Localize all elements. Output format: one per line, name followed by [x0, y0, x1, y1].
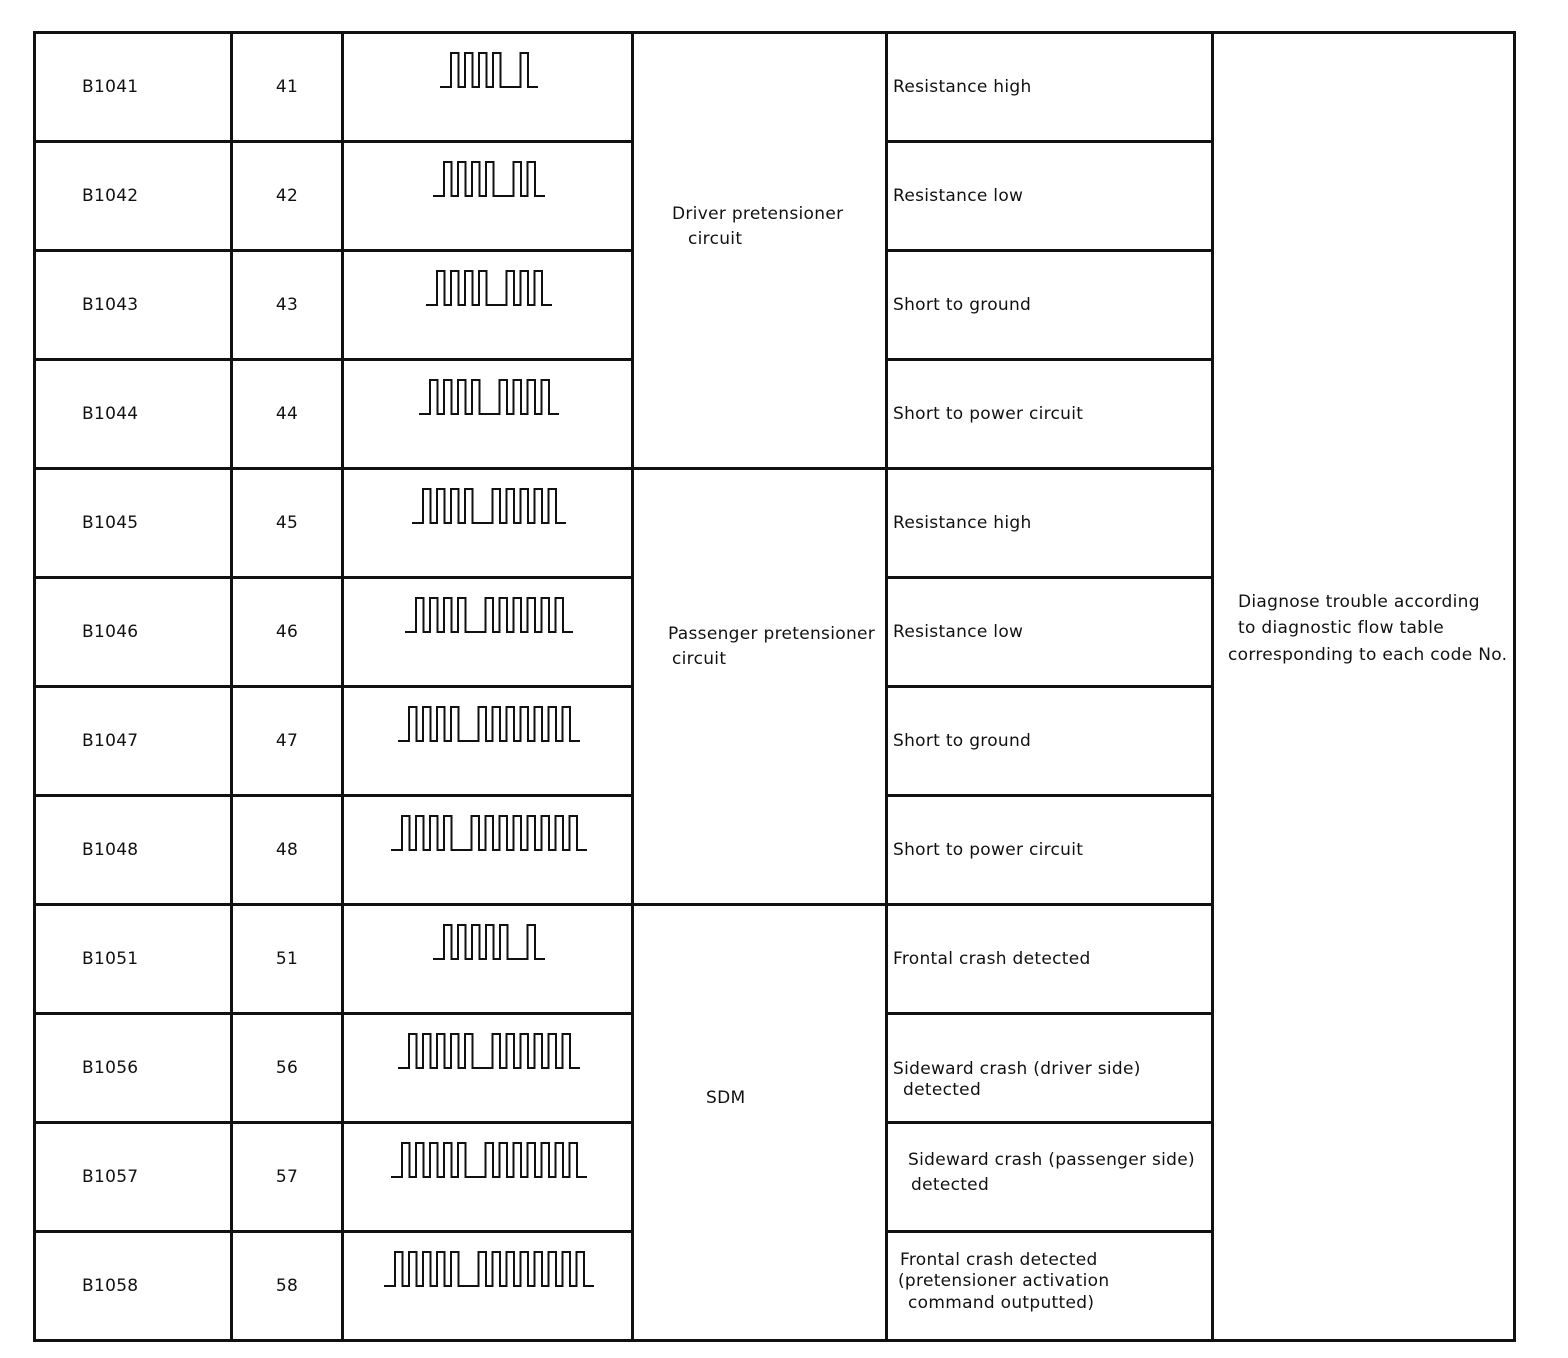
- dtc-code: B1046: [35, 578, 232, 687]
- condition-line: detected: [911, 1175, 990, 1195]
- flash-pattern: [343, 33, 633, 142]
- pulse-waveform: [344, 1137, 634, 1181]
- action-line: Diagnose trouble according: [1238, 591, 1480, 612]
- condition: [887, 905, 1213, 1014]
- dtc-code: B1044: [35, 360, 232, 469]
- flash-count: 42: [232, 142, 343, 251]
- flash-pattern: [343, 905, 633, 1014]
- flash-pattern: [343, 1014, 633, 1123]
- dtc-code: B1042: [35, 142, 232, 251]
- flash-pattern: [343, 142, 633, 251]
- pulse-waveform: [344, 265, 634, 309]
- system-label-line: circuit: [672, 648, 727, 669]
- pulse-waveform: [344, 156, 634, 200]
- flash-count: 43: [232, 251, 343, 360]
- condition-line: command outputted): [908, 1292, 1095, 1313]
- pulse-line: [405, 598, 573, 632]
- dtc-code: B1051: [35, 905, 232, 1014]
- pulse-waveform: [344, 483, 634, 527]
- flash-pattern: [343, 687, 633, 796]
- flash-count: 57: [232, 1123, 343, 1232]
- condition: [887, 33, 1213, 142]
- pulse-line: [398, 707, 580, 741]
- flash-pattern: [343, 796, 633, 905]
- dtc-code: B1048: [35, 796, 232, 905]
- pulse-waveform: [344, 47, 634, 91]
- action-note: [1213, 33, 1515, 1341]
- dtc-code: B1056: [35, 1014, 232, 1123]
- flash-pattern: [343, 251, 633, 360]
- condition: [887, 142, 1213, 251]
- condition-line: Short to ground: [893, 294, 1032, 315]
- condition-line: Resistance low: [893, 621, 1024, 642]
- action-line: corresponding to each code No.: [1228, 644, 1508, 665]
- system-driver-pretensioner: [633, 33, 887, 469]
- condition: [887, 1123, 1213, 1232]
- condition-line: (pretensioner activation: [898, 1271, 1110, 1292]
- condition-line: Short to power circuit: [893, 839, 1084, 860]
- pulse-line: [440, 53, 538, 87]
- pulse-waveform: [344, 1028, 634, 1072]
- dtc-code: B1047: [35, 687, 232, 796]
- pulse-line: [426, 271, 552, 305]
- condition: [887, 1014, 1213, 1123]
- flash-pattern: [343, 1123, 633, 1232]
- table-row: [35, 33, 1515, 142]
- condition: [887, 251, 1213, 360]
- dtc-code: B1057: [35, 1123, 232, 1232]
- system-sdm: [633, 905, 887, 1341]
- dtc-code: B1045: [35, 469, 232, 578]
- condition-line: Resistance low: [893, 185, 1024, 206]
- dtc-code: B1041: [35, 33, 232, 142]
- condition: [887, 578, 1213, 687]
- condition-line: Sideward crash (driver side): [893, 1058, 1141, 1079]
- pulse-line: [419, 380, 559, 414]
- flash-pattern: [343, 1232, 633, 1341]
- flash-count: 41: [232, 33, 343, 142]
- condition: [887, 360, 1213, 469]
- flash-count: 46: [232, 578, 343, 687]
- flash-count: 58: [232, 1232, 343, 1341]
- flash-count: 44: [232, 360, 343, 469]
- dtc-table: [33, 31, 1516, 1342]
- flash-count: 56: [232, 1014, 343, 1123]
- flash-pattern: [343, 578, 633, 687]
- flash-pattern: [343, 469, 633, 578]
- condition: [887, 796, 1213, 905]
- pulse-waveform: [344, 810, 634, 854]
- condition: [887, 469, 1213, 578]
- pulse-line: [391, 816, 587, 850]
- system-label-line: circuit: [688, 228, 743, 249]
- flash-count: 48: [232, 796, 343, 905]
- dtc-code: B1043: [35, 251, 232, 360]
- flash-count: 45: [232, 469, 343, 578]
- condition-line: Short to power circuit: [893, 403, 1084, 424]
- flash-count: 47: [232, 687, 343, 796]
- dtc-code: B1058: [35, 1232, 232, 1341]
- flash-pattern: [343, 360, 633, 469]
- action-line: to diagnostic flow table: [1238, 618, 1445, 639]
- flash-count: 51: [232, 905, 343, 1014]
- pulse-line: [391, 1143, 587, 1177]
- condition-line: Sideward crash (passenger side): [908, 1150, 1195, 1171]
- condition-line: detected: [903, 1080, 982, 1100]
- system-label-line: Driver pretensioner: [672, 203, 844, 224]
- system-label-line: Passenger pretensioner: [668, 623, 876, 644]
- pulse-line: [384, 1252, 594, 1286]
- condition: [887, 1232, 1213, 1341]
- condition-line: Short to ground: [893, 730, 1032, 751]
- condition-line: Resistance high: [893, 512, 1032, 533]
- pulse-waveform: [344, 1246, 634, 1290]
- pulse-line: [433, 162, 545, 196]
- condition-line: Frontal crash detected: [900, 1250, 1098, 1271]
- condition: [887, 687, 1213, 796]
- pulse-waveform: [344, 701, 634, 745]
- condition-line: Resistance high: [893, 76, 1032, 97]
- pulse-line: [412, 489, 566, 523]
- pulse-line: [398, 1034, 580, 1068]
- pulse-waveform: [344, 374, 634, 418]
- pulse-waveform: [344, 919, 634, 963]
- system-label-line: SDM: [706, 1088, 746, 1109]
- condition-line: Frontal crash detected: [893, 948, 1091, 969]
- system-passenger-pretensioner: [633, 469, 887, 905]
- pulse-line: [433, 925, 545, 959]
- pulse-waveform: [344, 592, 634, 636]
